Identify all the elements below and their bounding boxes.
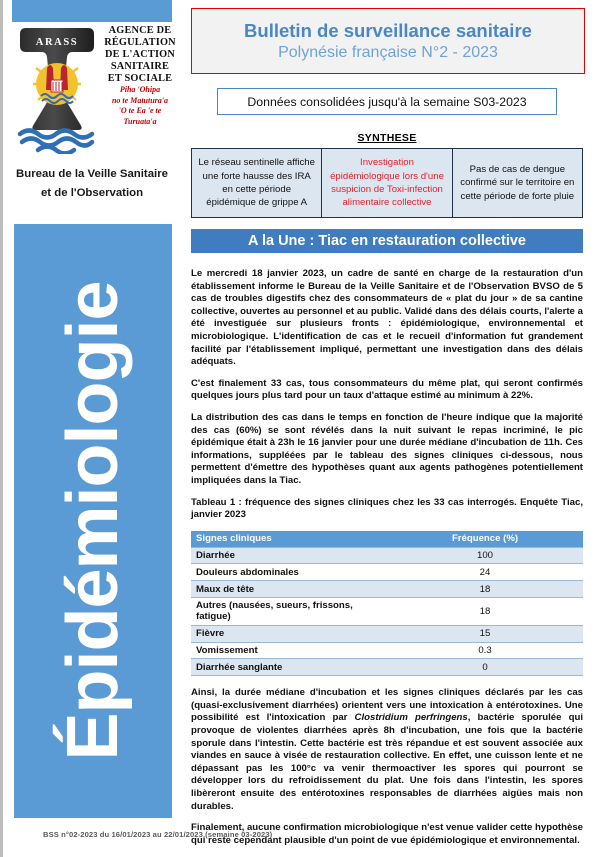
paragraph: Le mercredi 18 janvier 2023, un cadre de santé en charge de la restauration d'un établissement informe le Bureau de la Veille Sanitaire et de l'Observation BVSO de 5 cas de troubles digestifs chez des consommateurs de « plat du jour » de sa cantine collective, ouvertes au personnel et au public. Validé dans des délais courts, l'alerte a été investiguée sur plusieurs fronts : épidémiologique, environnemental et microbiologique. L'identification de cas et le recueil d'information fut grandement facilité par l'établissement impliqué, permettant une investigation dans des délais adéquats. bbox=[191, 268, 583, 368]
paragraph-part-1: Ainsi, la durée médiane d'incubation et les signes cliniques déclarés par les cas (quasi-exclusivement diarrhées) orientent vers une intoxication à entérotoxines. Une possibilité est l'intoxication par bbox=[191, 687, 583, 724]
cell-sign: Douleurs abdominales bbox=[191, 564, 387, 581]
cell-frequency: 0.3 bbox=[387, 642, 583, 659]
arass-logo-text bbox=[102, 25, 178, 127]
article-body bbox=[191, 268, 583, 856]
org-line: RÉGULATION bbox=[104, 37, 176, 49]
a-la-une-banner: A la Une : Tiac en restauration collective bbox=[191, 229, 583, 253]
synthese-item: Investigation épidémiologique lors d'une suspicion de Toxi-infection alimentaire collective bbox=[321, 149, 451, 217]
svg-text:ARASS: ARASS bbox=[35, 37, 79, 48]
synthese-item: Pas de cas de dengue confirmé sur le territoire en cette période de forte pluie bbox=[452, 149, 582, 217]
synthese-item: Le réseau sentinelle affiche une forte hausse des IRA en cette période épidémique de grippe A bbox=[198, 157, 315, 209]
cell-sign: Vomissement bbox=[191, 642, 387, 659]
table-row bbox=[191, 625, 583, 642]
table-row bbox=[191, 659, 583, 676]
cell-frequency: 18 bbox=[387, 581, 583, 598]
paragraph: La distribution des cas dans le temps en fonction de l'heure indique que la majorité des cas (60%) se sont révélés dans la nuit suivant le repas incriminé, le pic épidémique était à 23h le 16 janvier pour une durée médiane d'incubation de 11h. Ces informations, suppléées par le tableau des signes cliniques ci-dessous, nous permettent d'émettre des hypothèses quant aux agents pathogènes potentiellement impliquées dans la Tiac. bbox=[191, 411, 583, 486]
table-row bbox=[191, 547, 583, 564]
top-blue-bar bbox=[12, 0, 172, 22]
cell-frequency: 0 bbox=[387, 659, 583, 676]
table-caption: Tableau 1 : fréquence des signes cliniques chez les 33 cas interrogés. Enquête Tiac, janvier 2023 bbox=[191, 496, 583, 521]
table-body bbox=[191, 547, 583, 675]
org-line: ET SOCIALE bbox=[107, 73, 173, 85]
bulletin-title-box bbox=[191, 8, 585, 74]
footer-reference: BSS n°02-2023 du 16/01/2023 au 22/01/2023 (semaine 03-2023) bbox=[43, 830, 273, 839]
paragraph-conclusion: Finalement, aucune confirmation microbiologique n'est venue valider cette hypothèse qui reste cependant plausible d'un point de vue épidémiologique et environnemental. bbox=[191, 822, 583, 846]
column-header-signes: Signes cliniques bbox=[191, 531, 387, 548]
org-line: AGENCE DE bbox=[108, 25, 172, 36]
synthese-row bbox=[191, 148, 583, 218]
cell-frequency: 24 bbox=[387, 564, 583, 581]
page-subtitle: Polynésie française N°2 - 2023 bbox=[278, 43, 498, 61]
paragraph-part-2: , bactérie sporulée qui provoque de violentes diarrhées après 8h d'incubation, une fois que la bactérie sporule dans l'intestin. Cette bactérie est très répandue et est souvent associée aux viandes en sauce à visée de restauration collective. En effet, une cuisson lente et ne dépassant pas les 100°c va venir thermoactiver les spores qui pourront se développer lors du refroidissement du plat. Une fois dans l'intestin, les spores libèreront ensuite des entérotoxines responsables de diarrhées aigües mais non durables. bbox=[191, 712, 583, 812]
left-sidebar bbox=[6, 0, 176, 857]
org-line: SANITAIRE bbox=[110, 61, 170, 73]
table-row bbox=[191, 642, 583, 659]
org-line: DE L'ACTION bbox=[105, 49, 175, 61]
paragraph-clostridium bbox=[191, 687, 583, 813]
synthese-heading: SYNTHESE bbox=[357, 132, 417, 144]
cell-sign: Diarrhée sanglante bbox=[191, 659, 387, 676]
epidemiologie-vertical-title: Épidémiologie bbox=[53, 281, 133, 761]
cell-sign: Autres (nausées, sueurs, frissons, fatigue) bbox=[191, 598, 387, 626]
table-row bbox=[191, 598, 583, 626]
bureau-label bbox=[10, 165, 174, 203]
cell-frequency: 18 bbox=[387, 598, 583, 626]
tahitian-line: 'O te Ea 'e te bbox=[118, 106, 162, 116]
bureau-line-2: et de l'Observation bbox=[40, 187, 144, 199]
page-title: Bulletin de surveillance sanitaire bbox=[244, 19, 532, 41]
cell-sign: Maux de tête bbox=[191, 581, 387, 598]
paragraph: C'est finalement 33 cas, tous consommateurs du même plat, qui seront confirmés quelques jours plus tard pour un taux d'attaque estimé au minimum à 22%. bbox=[191, 377, 583, 402]
arass-logo bbox=[12, 24, 175, 158]
table-header-row bbox=[191, 531, 583, 548]
consolidated-data-box: Données consolidées jusqu'à la semaine S03-2023 bbox=[217, 88, 557, 115]
cell-frequency: 100 bbox=[387, 547, 583, 564]
column-header-frequence: Fréquence (%) bbox=[387, 531, 583, 548]
species-name: Clostridium perfringens bbox=[354, 712, 468, 724]
cell-sign: Diarrhée bbox=[191, 547, 387, 564]
table-row bbox=[191, 581, 583, 598]
epidemiologie-band bbox=[14, 224, 172, 818]
cell-sign: Fièvre bbox=[191, 625, 387, 642]
table-row bbox=[191, 564, 583, 581]
arass-logo-mark bbox=[14, 24, 100, 154]
clinical-signs-table bbox=[191, 531, 583, 676]
cell-frequency: 15 bbox=[387, 625, 583, 642]
tahitian-line: Piha 'Ohipa bbox=[119, 85, 161, 95]
tahitian-line: no te Matutura'a bbox=[111, 95, 168, 105]
tahitian-line: Turuata'a bbox=[123, 116, 157, 126]
bureau-line-1: Bureau de la Veille Sanitaire bbox=[16, 168, 168, 180]
